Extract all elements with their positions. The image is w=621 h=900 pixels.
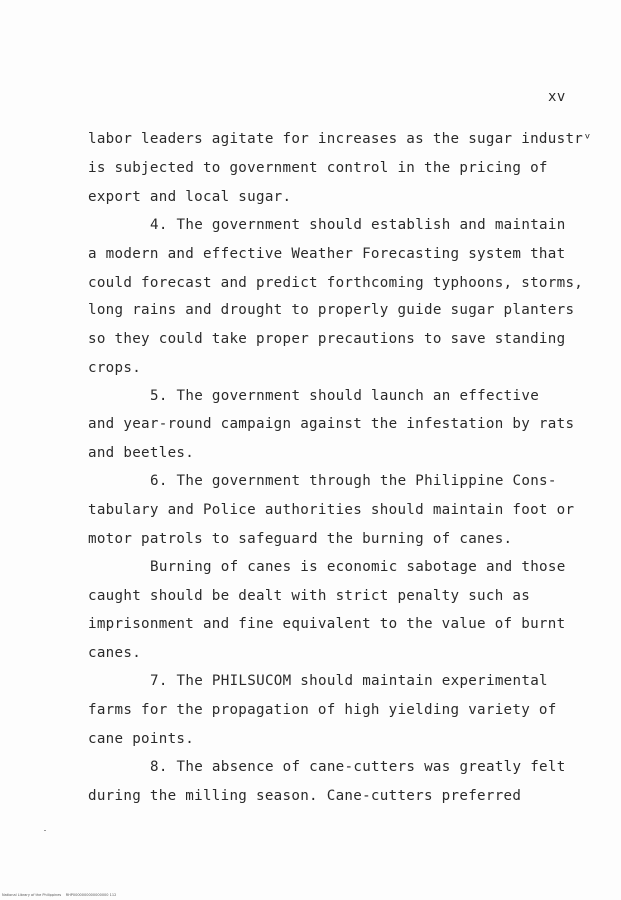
text-line: cane points. (88, 731, 195, 747)
page-number: xv (548, 89, 566, 105)
paragraph-start: Burning of canes is economic sabotage and those (150, 559, 566, 575)
text-line: during the milling season. Cane-cutters preferred (88, 788, 522, 804)
text-line: imprisonment and fine equivalent to the value of burnt (88, 616, 566, 632)
text-line: export and local sugar. (88, 189, 292, 205)
text-line: caught should be dealt with strict penalty such as (88, 588, 531, 604)
paragraph-start: 5. The government should launch an effective (150, 388, 540, 404)
paragraph-start: 8. The absence of cane-cutters was greatly felt (150, 759, 566, 775)
text-line: labor leaders agitate for increases as the sugar industrᵛ (88, 131, 592, 147)
scan-mark (44, 830, 46, 831)
text-line: and beetles. (88, 445, 195, 461)
text-line: so they could take proper precautions to save standing (88, 331, 566, 347)
text-line: crops. (88, 360, 142, 376)
paragraph-start: 6. The government through the Philippine Cons- (150, 473, 557, 489)
text-line: tabulary and Police authorities should maintain foot or (88, 502, 575, 518)
paragraph-start: 7. The PHILSUCOM should maintain experimental (150, 673, 548, 689)
text-line: could forecast and predict forthcoming typhoons, storms, (88, 275, 584, 291)
paragraph-start: 4. The government should establish and maintain (150, 217, 566, 233)
text-line: long rains and drought to properly guide sugar planters (88, 302, 575, 318)
text-line: a modern and effective Weather Forecasting system that (88, 246, 566, 262)
text-line: motor patrols to safeguard the burning of canes. (88, 531, 513, 547)
text-line: and year-round campaign against the infestation by rats (88, 416, 575, 432)
text-line: farms for the propagation of high yielding variety of (88, 702, 557, 718)
text-line: canes. (88, 645, 142, 661)
text-line: is subjected to government control in the pricing of (88, 160, 548, 176)
footer-text: National Library of the Philippines RHP0000000000000000 112 (2, 893, 117, 897)
